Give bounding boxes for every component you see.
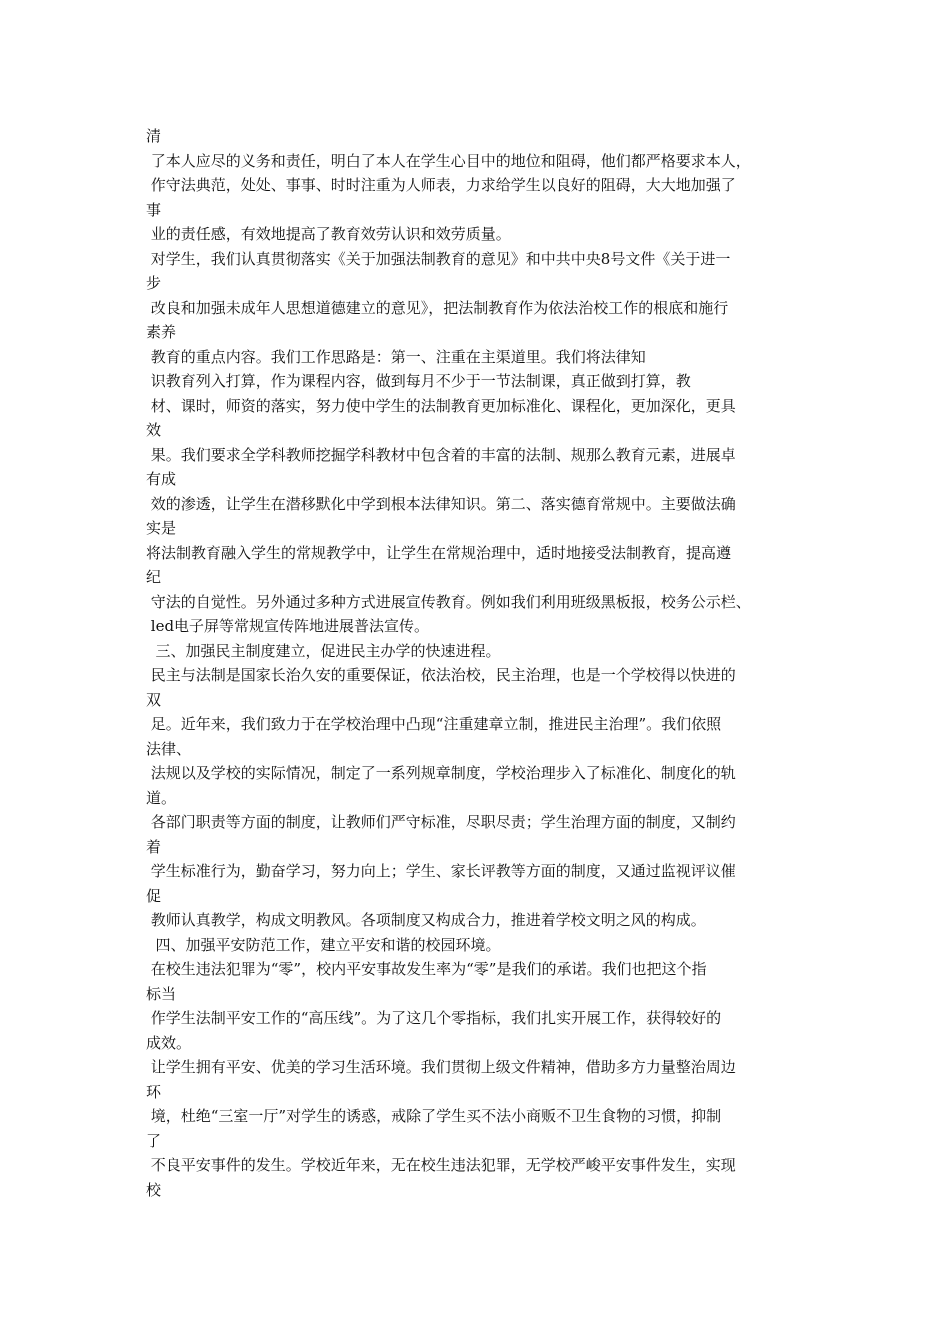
text-line: 实是	[146, 519, 177, 537]
text-line: 法规以及学校的实际情况，制定了一系列规章制度，学校治理步入了标准化、制度化的轨	[146, 764, 736, 782]
text-line: 足。近年来，我们致力于在学校治理中凸现“注重建章立制，推进民主治理”。我们依照	[146, 715, 722, 733]
text-line: 标当	[146, 984, 177, 1003]
text-line: 在校生违法犯罪为“零”，校内平安事故发生率为“零”是我们的承诺。我们也把这个指	[146, 960, 707, 978]
text-line: 改良和加强未成年人思想道德建立的意见》，把法制教育作为依法治校工作的根底和施行	[146, 298, 729, 317]
text-line: 四、加强平安防范工作，建立平安和谐的校园环境。	[146, 935, 501, 954]
text-line: 民主与法制是国家长治久安的重要保证，依法治校，民主治理，也是一个学校得以快进的	[146, 666, 736, 684]
text-line: 作守法典范，处处、事事、时时注重为人师表，力求给学生以良好的阻碍，大大地加强了	[146, 176, 736, 194]
text-line: 业的责任感，有效地提高了教育效劳认识和效劳质量。	[146, 225, 511, 243]
text-line: 效的渗透，让学生在潜移默化中学到根本法律知识。第二、落实德育常规中。主要做法确	[146, 494, 736, 513]
text-line: 事	[146, 200, 162, 219]
text-line: 效	[146, 421, 162, 439]
text-line: 了	[146, 1131, 162, 1150]
text-line: 教师认真教学，构成文明教风。各项制度又构成合力，推进着学校文明之风的构成。	[146, 911, 706, 929]
text-line: 有成	[146, 470, 177, 488]
text-line: 作学生法制平安工作的“高压线”。为了这几个零指标，我们扎实开展工作，获得较好的	[146, 1009, 722, 1027]
text-line: 步	[146, 274, 162, 292]
text-line: 成效。	[146, 1033, 192, 1052]
text-line: 学生标准行为，勤奋学习，努力向上；学生、家长评教等方面的制度，又通过监视评议催	[146, 862, 736, 880]
text-line: led电子屏等常规宣传阵地进展普法宣传。	[146, 617, 430, 635]
text-line: 法律、	[146, 739, 192, 758]
text-line: 促	[146, 886, 162, 905]
text-line: 双	[146, 690, 162, 709]
text-line: 将法制教育融入学生的常规教学中，让学生在常规治理中，适时地接受法制教育，提高遵	[146, 543, 732, 562]
text-line: 清	[146, 127, 162, 145]
text-line: 校	[146, 1180, 162, 1199]
text-line: 果。我们要求全学科教师挖掘学科教材中包含着的丰富的法制、规那么教育元素，进展卓	[146, 445, 736, 464]
text-line: 纪	[146, 568, 162, 586]
text-line: 教育的重点内容。我们工作思路是：第一、注重在主渠道里。我们将法律知	[146, 347, 646, 366]
text-line: 让学生拥有平安、优美的学习生活环境。我们贯彻上级文件精神，借助多方力量整治周边	[146, 1058, 736, 1076]
text-line: 着	[146, 837, 162, 856]
text-line: 道。	[146, 788, 177, 807]
text-line: 各部门职责等方面的制度，让教师们严守标准，尽职尽责；学生治理方面的制度，又制约	[146, 813, 736, 831]
text-line: 三、加强民主制度建立，促进民主办学的快速进程。	[146, 641, 501, 660]
text-line: 守法的自觉性。另外通过多种方式进展宣传教育。例如我们利用班级黑板报，校务公示栏、	[146, 592, 751, 611]
text-line: 素养	[146, 323, 177, 341]
text-line: 了本人应尽的义务和责任，明白了本人在学生心目中的地位和阻碍，他们都严格要求本人，	[146, 151, 751, 170]
text-line: 对学生，我们认真贯彻落实《关于加强法制教育的意见》和中共中央8号文件《关于进一	[146, 249, 731, 268]
body-text	[146, 124, 836, 1202]
text-line: 识教育列入打算，作为课程内容，做到每月不少于一节法制课，真正做到打算，教	[146, 372, 691, 390]
text-line: 材、课时，师资的落实，努力使中学生的法制教育更加标准化、课程化，更加深化，更具	[146, 396, 736, 415]
text-line: 境，杜绝“三室一厅”对学生的诱惑，戒除了学生买不法小商贩不卫生食物的习惯，抑制	[146, 1107, 722, 1125]
text-line: 不良平安事件的发生。学校近年来，无在校生违法犯罪，无学校严峻平安事件发生，实现	[146, 1156, 736, 1174]
text-line: 环	[146, 1082, 162, 1101]
